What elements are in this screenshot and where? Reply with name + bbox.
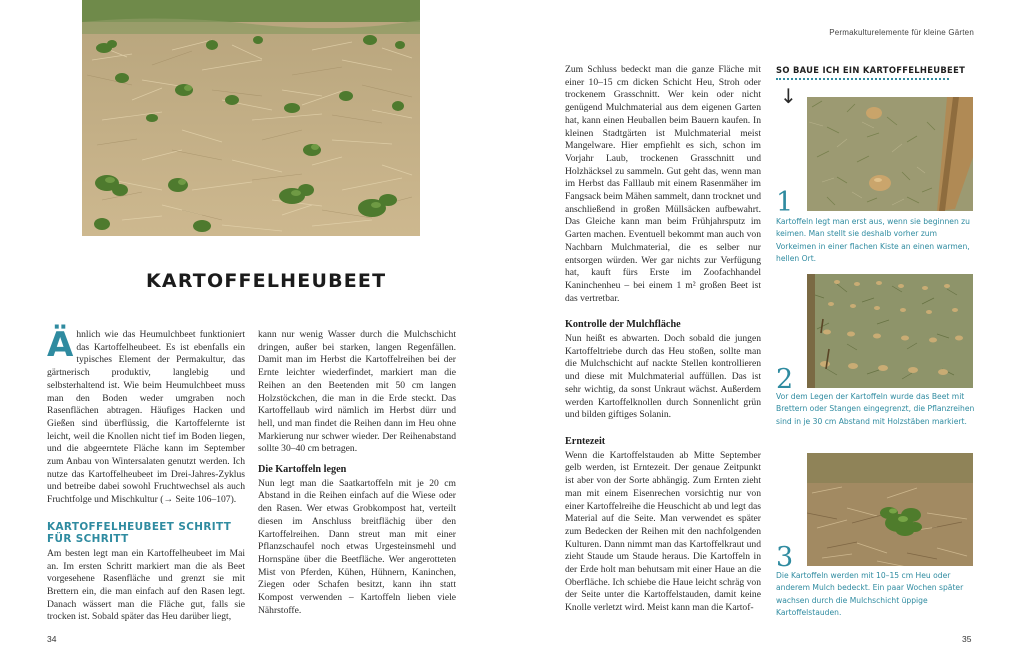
schritt-heading-line-2: FÜR SCHRITT xyxy=(47,533,129,546)
text-column-2 xyxy=(258,329,456,617)
column-3-paragraph-2: Nun heißt es abwarten. Doch sobald die jungen Kartoffeltriebe durch das Heu stoßen, sollte man die Mulchschicht auf nackte Stellen kontrollieren und diese mit Mulchmaterial auffüllen. Das ist sehr wichtig, da sonst Unkraut wächst. Außerdem werden Kartoffelknollen durch Sonnenlicht grün und bilden giftiges Solanin. xyxy=(565,333,761,421)
running-header: Permakulturelemente für kleine Gärten xyxy=(829,28,974,37)
sidebar-heading-dotted-rule xyxy=(776,78,949,80)
hay-bed-illustration xyxy=(82,0,420,236)
step-1-photo xyxy=(807,97,973,211)
schritt-paragraph: Am besten legt man ein Kartoffelheubeet im Mai an. Im ersten Schritt markiert man die als Beet vorgesehene Rasenfläche und grenzt sie mit Brettern ein, die man einfach auf den Rasen legt. Danach wässert man die Fläche gut, falls sie trocken ist. Sobald später das Heu darüber liegt, xyxy=(47,547,245,623)
step-2-caption: Vor dem Legen der Kartoffeln wurde das Beet mit Brettern oder Stangen eingegrenzt, die Pflanzreihen sind in je 30 cm Abstand mit Holzstäben markiert. xyxy=(776,392,975,426)
column-2-paragraph-1: kann nur wenig Wasser durch die Mulchschicht dringen, außer bei starken, langen Regenfällen. Damit man im Herbst die Kartoffelreihen bei der Ernte leichter wiederfindet, markiert man die Reihen an den Beetenden mit 50 cm langen Holzstöckchen, die man in die Erde steckt. Das Kartoffellaub wird nämlich im Herbst dürr und hell, und man findet die Reihen dann im Heu ohne Markierung nur schwer wieder. Der Reihenabstand sollte 30–40 cm betragen. xyxy=(258,329,456,455)
step-3-photo xyxy=(807,453,973,566)
column-3-paragraph-3: Wenn die Kartoffelstauden ab Mitte September gelb werden, ist Erntezeit. Der genaue Zeitpunkt ist aber von der Sorte abhängig. Zum Ernten zieht man mit einem Eisenrechen vorsichtig nur von einer Kartoffelreihe die Heuschicht ab und legt das Material auf die Seite. Man verwendet es später zum Bedecken der Reihen mit den nachfolgenden Kulturen. Dann nimmt man das Kartoffelkraut und zieht Staude um Staude heraus. Die Kartoffeln in der Erde holt man behutsam mit einer Haue an die Oberfläche. Ich schiebe die Haue leicht schräg von der Seite unter die Kartoffelstauden, damit keine Knolle verletzt wird. Meist kann man die Kartof- xyxy=(565,449,761,614)
step-3-caption: Die Kartoffeln werden mit 10–15 cm Heu oder anderem Mulch bedeckt. Ein paar Wochen später wachsen durch die Mulchschicht üppige Kartoffelstauden. xyxy=(776,571,964,618)
schritt-heading xyxy=(47,521,245,546)
page-title: KARTOFFELHEUBEET xyxy=(146,270,387,292)
hay-bed-photo xyxy=(82,0,420,236)
step-1-number: 1 xyxy=(776,187,794,218)
step-2-number: 2 xyxy=(776,364,794,395)
marked-rows-illustration xyxy=(807,274,973,388)
text-column-3 xyxy=(565,64,761,615)
intro-paragraph xyxy=(47,325,245,507)
intro-text: hnlich wie das Heumulchbeet funktioniert das Kartoffelheubeet. Es ist ebenfalls ein typisches Element der Permakultur, das gärtnerisch produktiv, langlebig und selbsterhaltend ist. Wie beim Heumulchbeet muss man den Boden weder umgraben noch Rasenflächen abtragen. Häufiges Hacken und Gießen sind überflüssig, die Kartoffelernte ist leicht, weil die Knollen nicht tief im Boden liegen, und die abgeerntete Fläche kann im September zum Anbau von Wintersalaten genutzt werden. Ich nutze das Kartoffelheubeet im Drei-Jahres-Zyklus und betreibe dabei sowohl Fruchtwechsel als auch Fruchtfolge und Mischkultur (→ Seite 106–107). xyxy=(47,329,245,506)
section-heading-erntezeit: Erntezeit xyxy=(565,435,606,447)
sidebar-heading: SO BAUE ICH EIN KARTOFFELHEUBEET xyxy=(776,65,966,75)
text-column-1 xyxy=(47,325,245,624)
step-3-number: 3 xyxy=(776,542,794,573)
down-arrow-icon: ↓ xyxy=(780,84,797,108)
page-number-left: 34 xyxy=(47,634,57,644)
section-heading-kontrolle: Kontrolle der Mulchfläche xyxy=(565,319,681,331)
step-1-caption: Kartoffeln legt man erst aus, wenn sie beginnen zu keimen. Man stellt sie deshalb vorher zum Vorkeimen in einer flachen Kiste an einen warmen, hellen Ort. xyxy=(776,217,970,264)
column-2-paragraph-2: Nun legt man die Saatkartoffeln mit je 20 cm Abstand in die Reihen einfach auf die Wiese oder den Rasen. Wer etwas Grobkompost hat, verteilt diesen im Anschluss breitflächig über den Kartoffelreihen. Dann streut man mit einer Pflanzschaufel noch etwas Urgesteinsmehl und Hornspäne über die Beetfläche. Wer angerotteten Mist von Pferden, Kühen, Hühnern, Kaninchen, Ziegen oder Schafen besitzt, kann ihn statt Kompost verwenden – Kartoffeln lieben viele Nährstoffe. xyxy=(258,477,456,616)
sprouting-potatoes-illustration xyxy=(807,97,973,211)
plant-in-mulch-illustration xyxy=(807,453,973,566)
step-2-photo xyxy=(807,274,973,388)
schritt-heading-line-1: KARTOFFELHEUBEET SCHRITT xyxy=(47,520,232,533)
column-3-paragraph-1: Zum Schluss bedeckt man die ganze Fläche mit einer 10–15 cm dicken Schicht Heu, Stroh oder trockenem Grasschnitt. Wer kein oder nicht genügend Mulchmaterial aus dem eigenen Garten hat, kann einen Heuballen beim Bauern kaufen. In kleinen Stadtgärten ist Mulchmaterial meist Mangelware. Hier empfiehlt es sich, schon im Vorjahr Laub, trockenen Grasschnitt und Holzhäcksel zu sammeln. Gut geht das, wenn man im Herbst das Falllaub mit einem Rasenmäher im Fangsack beim Mähen sammelt, dann trocknet und anschließend in großen Müllsäcken aufbewahrt. Das Gleiche kann man beim Frühjahrsputz im Garten machen. Eventuell bekommt man auch von Nachbarn Mulchmaterial, die es selber nur entsorgen würden. Wer gar nichts zur Verfügung hat, kauft fürs Erste im Zoofachhandel Kaninchenheu – bei einem 1 m² großen Beet ist das vertretbar. xyxy=(565,64,761,304)
page-number-right: 35 xyxy=(962,634,972,644)
section-heading-kartoffeln-legen: Die Kartoffeln legen xyxy=(258,464,347,476)
dropcap: Ä xyxy=(47,325,74,365)
